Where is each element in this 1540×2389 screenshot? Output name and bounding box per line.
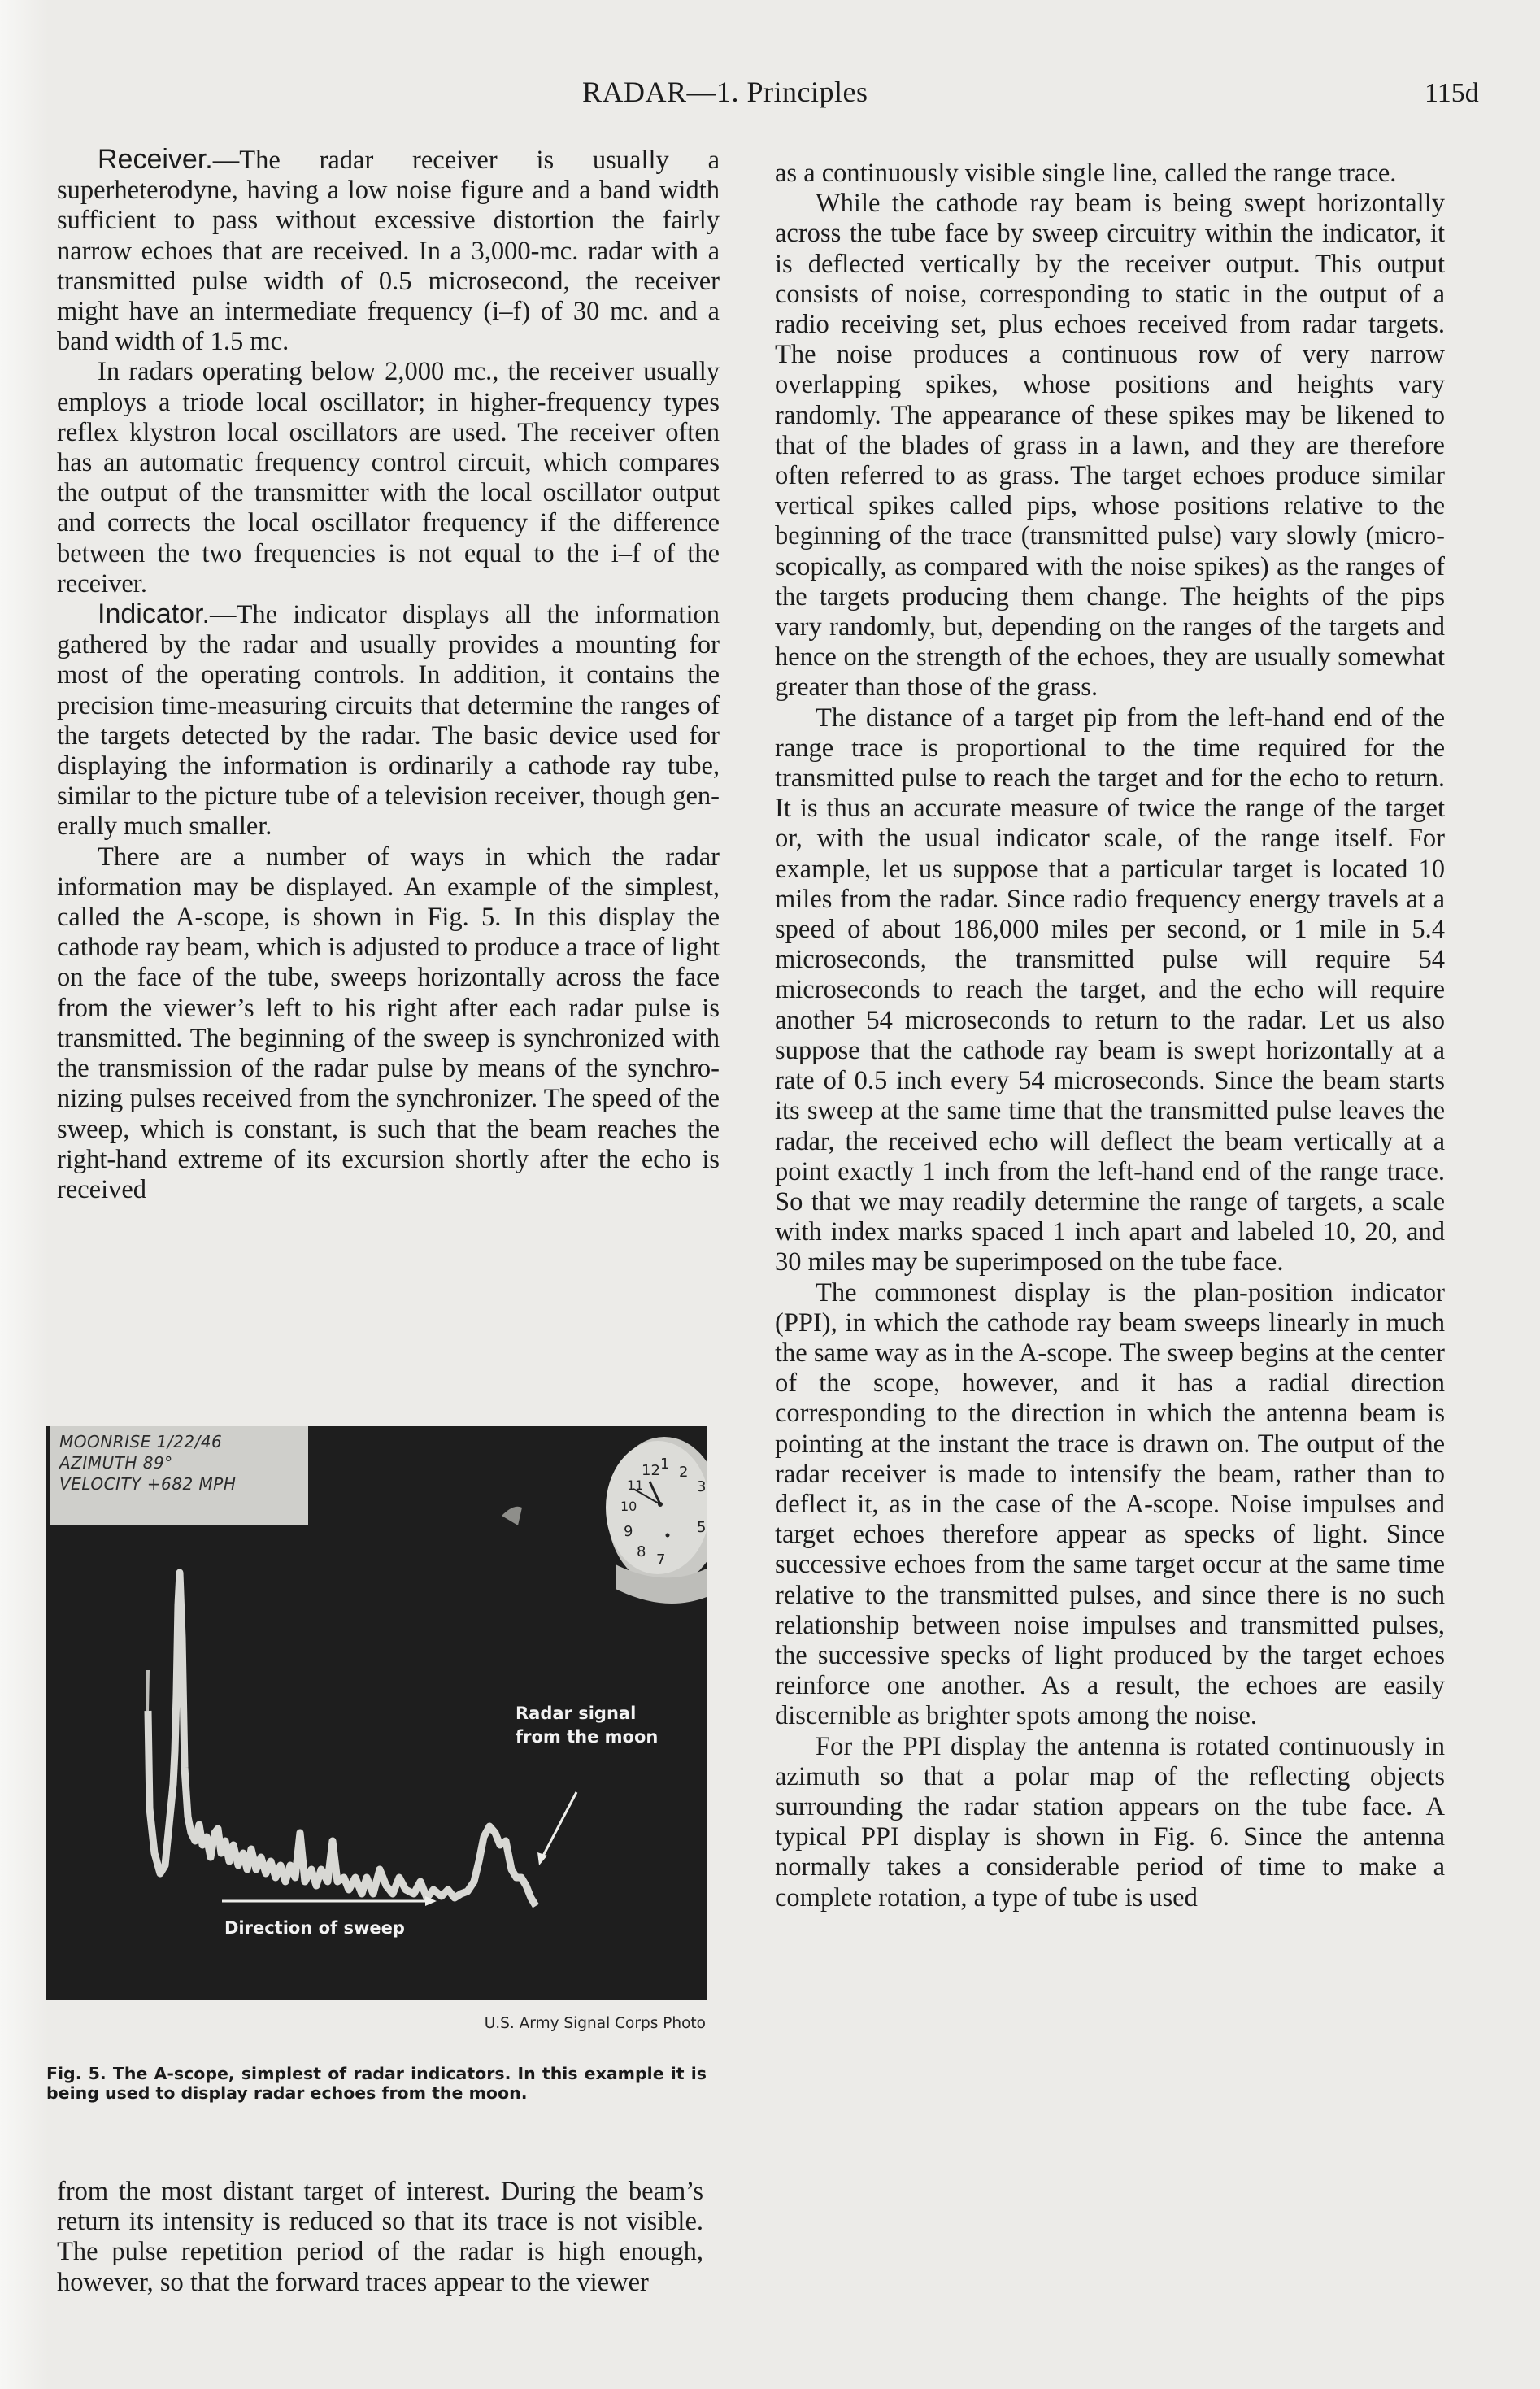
clock-numeral: 12 [642, 1462, 660, 1479]
label-radar-line: Radar signal [516, 1704, 637, 1723]
note-line: MOONRISE 1/22/46 [59, 1432, 223, 1451]
label-direction-of-sweep: Direction of sweep [224, 1918, 405, 1938]
right-column [775, 159, 1445, 1913]
label-radar-signal [516, 1702, 711, 1749]
note-line: AZIMUTH 89° [59, 1453, 173, 1473]
arrow-head-icon [537, 1852, 547, 1865]
photo-credit: U.S. Army Signal Corps Photo [484, 2015, 706, 2032]
arrow-to-moon-echo [542, 1792, 576, 1857]
receiver-text: —The radar receiver is usually a superheterodyne, having a low noise figure and a band width sufficient to pass without excessive distortion the fairly narrow echoes that are received. In a 3,000-mc. radar with a transmitted pulse width of 0.5 microsecond, the receiver might have an intermediate frequency (i–f) of 30 mc. and a band width of 1.5 mc. [57, 146, 720, 357]
left-column-bottom [57, 2177, 703, 2298]
paragraph-deflection: While the cathode ray beam is being swept horizontally across the tube face by sweep circuitry within the indicator, it is deflected vertically by the receiver output. This output consists of noise, corresponding to static in the output of a radio receiving set, plus echoes received from radar targets. The noise produces a continuous row of very narrow overlapping spikes, whose positions and heights vary randomly. The appearance of these spikes may be likened to that of the blades of grass in a lawn, and they are therefore often referred to as grass. The target echoes produce similar vertical spikes called pips, whose positions relative to the beginning of the trace (transmitted pulse) vary slowly (microscopically, as compared with the noise spikes) as the ranges of the targets producing them change. The heights of the pips vary randomly, but, depending on the ranges of the targets and hence on the strength of the echoes, they are usually somewhat greater than those of the grass. [775, 189, 1445, 703]
note-line: VELOCITY +682 MPH [59, 1474, 237, 1494]
clock-numeral: 9 [624, 1523, 633, 1540]
clock-numeral: 7 [656, 1551, 666, 1569]
page-number: 115d [1425, 78, 1479, 108]
clock-numeral: 2 [679, 1464, 689, 1481]
clock-numeral: 8 [637, 1543, 646, 1560]
paragraph-range-trace: as a continuously visible single line, called the range trace. [775, 159, 1397, 188]
paragraph-distance: The distance of a target pip from the left-hand end of the range trace is proportional to the time required for the transmitted pulse to reach the target and for the echo to return. It is thus an accurate measure of twice the range of the target or, with the usual indicator scale, of the range itself. For example, let us suppose that a particular target is located 10 miles from the radar. Since radio frequency energy travels at a speed of about 186,000 miles per second, or 1 mile in 5.4 microseconds, the transmitted pulse will require 54 microseconds to reach the target, and the echo will require another 54 microseconds to return to the radar. Let us also suppose that the cathode ray beam is swept horizontally at a rate of 0.5 inch every 54 microseconds. Since the beam starts its sweep at the same time that the transmitted pulse leaves the radar, the received echo will deflect the beam vertically at a point exactly 1 inch from the left-hand end of the range trace. So that we may readily determine the range of targets, a scale with index marks spaced 1 inch apart and labeled 10, 20, and 30 miles may be superimposed on the tube face. [775, 703, 1445, 1277]
paragraph-a-scope: There are a number of ways in which the radar information may be displayed. An example of the simplest, called the A-scope, is shown in Fig. 5. In this display the cathode ray beam, which is adjusted to produce a trace of light on the face of the tube, sweeps horizontally across the face from the viewer’s left to his right after each radar pulse is transmitted. The beginning of the sweep is synchronized with the transmission of the radar pulse by means of the synchronizing pulses received from the synchronizer. The speed of the sweep, which is constant, is such that the beam reaches the right-hand extreme of its excursion shortly after the echo is received [57, 842, 720, 1204]
paragraph-continued: from the most distant target of interest. During the beam’s return its intensity is reduced so that its trace is not visible. The pulse repetition period of the radar is high enough, however, so that the forward traces appear to the viewer [57, 2177, 703, 2297]
running-head: RADAR—1. Principles [582, 76, 868, 108]
left-column-top [57, 145, 720, 1205]
page-edge-shadow [0, 0, 49, 2389]
clock-numeral: 10 [620, 1499, 637, 1514]
paragraph-receiver [57, 145, 720, 357]
run-in-head-receiver: Receiver. [98, 144, 213, 175]
figure-caption: Fig. 5. The A-scope, simplest of radar indicators. In this example it is being used to display radar echoes from the moon. [46, 2064, 707, 2103]
clock-numeral: 11 [627, 1477, 644, 1493]
paragraph-ppi: The commonest display is the plan-position indicator (PPI), in which the cathode ray beam sweeps linearly in much the same way as in the A-scope. The sweep begins at the center of the scope, however, and it has a radial direction corresponding to the direction in which the antenna beam is pointing at the instant the trace is drawn on. The output of the radar receiver is made to intensify the beam, rather than to deflect it, as in the case of the A-scope. Noise impulses and target echoes therefore appear as specks of light. Since successive echoes from the same target occur at the same time relative to the transmitted pulses, and since there is no such relationship between noise impulses and transmitted pulses, the successive specks of light produced by the target echoes reinforce one another. As a result, the echoes are easily discernible as brighter spots among the noise. [775, 1277, 1445, 1731]
reflection-highlight [502, 1507, 522, 1525]
run-in-head-indicator: Indicator. [98, 598, 210, 630]
label-radar-line: from the moon [516, 1727, 659, 1747]
paragraph-local-oscillator: In radars operating below 2,000 mc., the receiver usually employs a triode local oscillator; in higher-frequency types reflex klystron local oscillators are used. The receiver often has an automatic frequency control circuit, which compares the output of the transmitter with the local oscillator output and corrects the local oscillator frequency if the difference between the two frequencies is not equal to the i–f of the receiver. [57, 357, 720, 598]
indicator-text: —The indicator displays all the information gathered by the radar and usually provides a mounting for most of the operating controls. In addition, it contains the precision time-measuring circuits that determine the ranges of the targets detected by the radar. The basic device used for displaying the information is ordinarily a cathode ray tube, similar to the picture tube of a television receiver, though generally much smaller. [57, 600, 720, 842]
paragraph-indicator [57, 599, 720, 842]
clock-numeral: 5 [697, 1519, 707, 1536]
handwritten-note-card [50, 1426, 308, 1525]
trace-faint-line [147, 1670, 148, 1711]
a-scope-trace [148, 1573, 536, 1906]
clock-numeral: 1 [660, 1456, 670, 1473]
clock-numeral: 3 [697, 1478, 707, 1495]
paragraph-ppi-rotation: For the PPI display the antenna is rotated continuously in azimuth so that a polar map of the reflecting objects surrounding the radar station appears on the tube face. A typical PPI display is shown in Fig. 6. Since the antenna normally takes a considerable period of time to make a complete rotation, a type of tube is used [775, 1731, 1445, 1913]
clock-icon [606, 1437, 707, 1604]
